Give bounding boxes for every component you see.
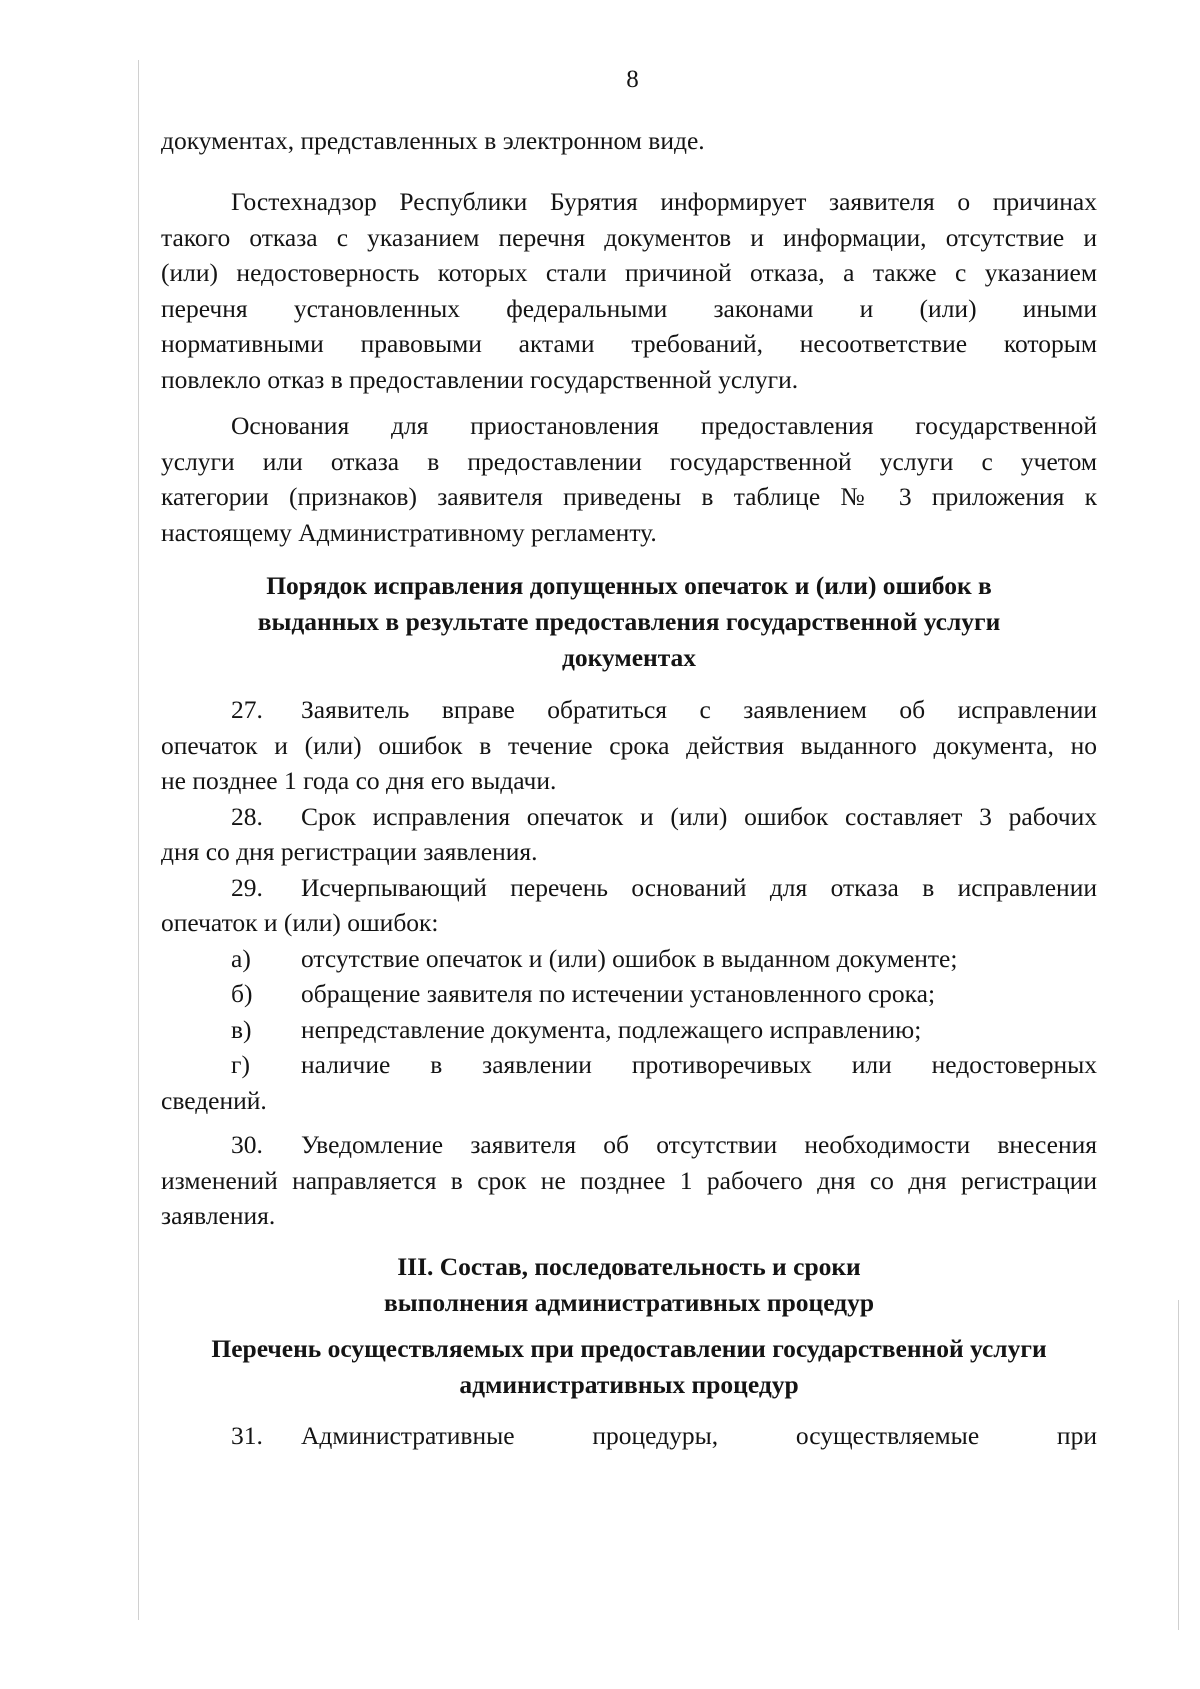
text-line: Заявитель вправе обратиться с заявлением об исправлении (301, 695, 1097, 724)
item-number: 30. (231, 1130, 263, 1159)
text-line: Исчерпывающий перечень оснований для отказа в исправлении (301, 872, 1097, 902)
sub-item-label: б) (231, 979, 253, 1008)
text-line: перечня установленных федеральными законами и (или) иными (161, 293, 1097, 323)
sub-item-label: г) (231, 1050, 250, 1079)
text-line: (или) недостоверность которых стали причиной отказа, а также с указанием (161, 258, 1097, 287)
sub-item-a (161, 941, 1097, 977)
text-line: непредставление документа, подлежащего исправлению; (301, 1014, 922, 1044)
text-line: Гостехнадзор Республики Бурятия информирует заявителя о причинах (231, 187, 1097, 216)
text-line: категории (признаков) заявителя приведены в таблице № 3 приложения к (161, 482, 1097, 511)
page-number: 8 (626, 66, 639, 93)
paragraph-inform (161, 184, 1097, 397)
word: Административные (301, 1421, 515, 1450)
item-number: 28. (231, 801, 263, 831)
text-line: наличие в заявлении противоречивых или недостоверных (301, 1050, 1097, 1079)
text-line: нормативными правовыми актами требований, несоответствие которым (161, 329, 1097, 358)
text-line: дня со дня регистрации заявления. (161, 837, 538, 866)
item-29 (161, 870, 1097, 906)
section-heading-iii (161, 1249, 1097, 1321)
section-heading-procedures-list (161, 1331, 1097, 1403)
text-line: изменений направляется в срок не позднее 1 рабочего дня со дня регистрации (161, 1165, 1097, 1195)
section-heading-corrections (161, 568, 1097, 676)
item-31 (161, 1418, 1097, 1454)
heading-line: III. Состав, последовательность и сроки (397, 1252, 861, 1281)
scan-edge-line (1178, 1300, 1179, 1630)
text-line: сведений. (161, 1085, 267, 1115)
text-line: Уведомление заявителя об отсутствии необходимости внесения (301, 1130, 1097, 1159)
text-line: заявления. (161, 1201, 276, 1230)
item-28 (161, 799, 1097, 835)
word: осуществляемые (795, 1421, 980, 1450)
sub-item-b (161, 976, 1097, 1012)
item-number: 31. (231, 1421, 263, 1450)
heading-line: Перечень осуществляемых при предоставлении государственной услуги (211, 1334, 1047, 1363)
text-line: документах, представленных в электронном виде. (161, 126, 705, 155)
text-line: опечаток и (или) ошибок в течение срока действия выданного документа, но (161, 730, 1097, 760)
text-line: повлекло отказ в предоставлении государственной услуги. (161, 364, 799, 394)
text-line: опечаток и (или) ошибок: (161, 908, 439, 937)
word: процедуры, (592, 1421, 719, 1450)
sub-item-v (161, 1012, 1097, 1048)
item-30-block (161, 1127, 1097, 1234)
item-27 (161, 692, 1097, 728)
text-line: отсутствие опечаток и (или) ошибок в выданном документе; (301, 943, 958, 973)
paragraph-grounds (161, 408, 1097, 550)
sub-item-g (161, 1047, 1097, 1083)
heading-line: выданных в результате предоставления государственной услуги (257, 607, 1001, 636)
heading-line: выполнения административных процедур (383, 1288, 875, 1317)
sub-item-label: а) (231, 943, 251, 973)
item-number: 27. (231, 695, 263, 724)
numbered-items-block (161, 692, 1097, 1118)
item-number: 29. (231, 872, 263, 902)
text-line: услуги или отказа в предоставлении государственной услуги с учетом (161, 446, 1097, 476)
item-30 (161, 1127, 1097, 1163)
text-line: настоящему Административному регламенту. (161, 517, 657, 547)
heading-line: документах (561, 643, 697, 672)
heading-line: Порядок исправления допущенных опечаток и (или) ошибок в (266, 571, 992, 600)
item-31-block (161, 1418, 1097, 1454)
text-line: Срок исправления опечаток и (или) ошибок составляет 3 рабочих (301, 801, 1097, 831)
word: при (1056, 1421, 1097, 1450)
text-line: Основания для приостановления предоставления государственной (231, 411, 1097, 440)
scan-edge-line (138, 60, 139, 1620)
text-line: такого отказа с указанием перечня документов и информации, отсутствие и (161, 222, 1097, 252)
sub-item-label: в) (231, 1014, 252, 1044)
text-line (301, 1418, 1097, 1454)
text-line: обращение заявителя по истечении установленного срока; (301, 979, 936, 1008)
text-line: не позднее 1 года со дня его выдачи. (161, 766, 557, 795)
heading-line: административных процедур (459, 1370, 799, 1399)
paragraph-intro (161, 123, 1097, 159)
